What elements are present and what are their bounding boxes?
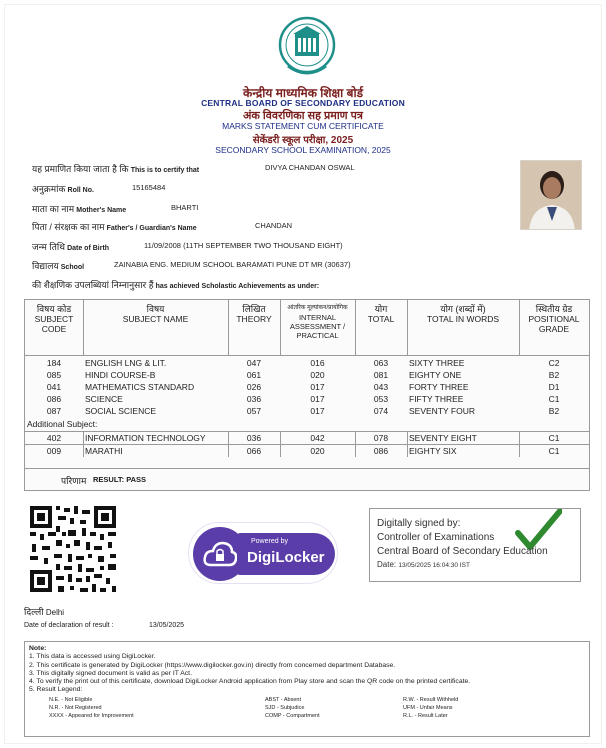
person-photo-icon: [521, 161, 582, 230]
header-practical: आंतरिक मूल्यांकन/प्रायोगिक INTERNAL ASSESSMENT / PRACTICAL: [287, 305, 348, 340]
header-grade: स्थितीय ग्रेड POSITIONAL GRADE: [528, 304, 580, 334]
dob-line: जन्म तिथि Date of Birth 11/09/2008 (11TH SEPTEMBER TWO THOUSAND EIGHT): [32, 241, 343, 252]
result-label-hindi: परिणाम: [61, 476, 87, 486]
place-of-issue: दिल्ली Delhi: [24, 607, 65, 617]
table-row: 087 SOCIAL SCIENCE 057 017 074 SEVENTY FOUR B2: [46, 406, 560, 416]
signer-title: Controller of Examinations: [377, 532, 495, 543]
table-header: [25, 300, 589, 356]
date-of-birth: 11/09/2008 (11TH SEPTEMBER TWO THOUSAND EIGHT): [144, 241, 343, 250]
digilocker-cloud-icon: [203, 539, 237, 569]
candidate-name: DIVYA CHANDAN OSWAL: [265, 163, 355, 172]
additional-subject-label: Additional Subject:: [27, 419, 98, 429]
note-item: 3. This digitally signed document is valid as per IT Act.: [29, 669, 192, 677]
qr-code-icon[interactable]: [28, 504, 118, 594]
powered-by-text: Powered by: [251, 538, 288, 545]
note-item: 2. This certificate is generated by DigiLocker (https://www.digilocker.gov.in) directly from concerned department Database.: [29, 661, 396, 669]
digital-signature-box: [369, 508, 581, 582]
note-item: 5. Result Legend:: [29, 686, 83, 694]
note-item: 1. This data is accessed using DigiLocker.: [29, 653, 156, 661]
cbse-logo-icon: [278, 16, 336, 82]
header-subject-code: विषय कोड SUBJECT CODE: [34, 304, 74, 334]
father-line: पिता / संरक्षक का नाम Father's / Guardian's Name CHANDAN: [32, 221, 293, 232]
result-row: [25, 468, 589, 490]
note-box: Note: 1. This data is accessed using DigiLocker. 2. This certificate is generated by DigiLocker (https://www.digilocker.gov.in) directly from concerned department Database. 3. This digitally signed document is valid as per IT Act. 4. To verify the print out of this certificate, download DigiLocker Android application from Play store and scan the QR code on the printed certificate. 5. Result Legend: N.E. - Not Eligible ABST - Absent R.W. - Result Withheld N.R. - Not Registered SJD - Subjudice UFM - Unfair Means XXXX - Appeared for Improvement COMP - Compartment R.L. - Result Later: [24, 641, 590, 737]
mother-name: BHARTI: [171, 203, 199, 212]
certificate-page: [4, 4, 602, 744]
father-name: CHANDAN: [255, 221, 293, 230]
table-row: 009 MARATHI 066 020 086 EIGHTY SIX C1: [25, 444, 589, 456]
declaration-date-line: Date of declaration of result : 13/05/2025: [24, 622, 185, 629]
table-row: 085 HINDI COURSE-B 061 020 081 EIGHTY ONE B2: [46, 370, 560, 380]
header-subject-name: विषय SUBJECT NAME: [122, 304, 189, 324]
digilocker-badge: [188, 522, 338, 584]
declaration-date: 13/05/2025: [149, 622, 185, 629]
signature-date: Date: 13/05/2025 16:04:30 IST: [377, 560, 470, 569]
achievement-line: की शैक्षणिक उपलब्धियां निम्नानुसार हैं has achieved Scholastic Achievements as under:: [32, 280, 320, 290]
marks-table: [24, 299, 590, 491]
board-name-hindi: केन्द्रीय माध्यमिक शिक्षा बोर्ड: [243, 86, 363, 100]
certify-line: यह प्रमाणित किया जाता है कि This is to certify that DIVYA CHANDAN OSWAL: [32, 163, 355, 174]
header-theory: लिखित THEORY: [236, 304, 272, 324]
candidate-photo: [520, 160, 582, 230]
signer-org: Central Board of Secondary Education: [377, 546, 548, 557]
roll-line: अनुक्रमांक Roll No. 15165484: [32, 183, 166, 194]
exam-name-hindi: सेकेंडरी स्कूल परीक्षा, 2025: [252, 135, 354, 146]
note-item: 4. To verify the print out of this certificate, download DigiLocker Android application from Play store and scan the QR code on the printed certificate.: [29, 678, 471, 686]
result-legend: N.E. - Not Eligible ABST - Absent R.W. - Result Withheld N.R. - Not Registered SJD - Subjudice UFM - Unfair Means XXXX - Appeared for Improvement COMP - Compartment R.L. - Result Later: [49, 696, 459, 719]
marks-statement-title: MARKS STATEMENT CUM CERTIFICATE: [222, 121, 384, 131]
school-line: विद्यालय School ZAINABIA ENG. MEDIUM SCHOOL BARAMATI PUNE DT MR (30637): [32, 260, 351, 271]
table-row: 086 SCIENCE 036 017 053 FIFTY THREE C1: [46, 394, 560, 404]
table-row: 041 MATHEMATICS STANDARD 026 017 043 FORTY THREE D1: [46, 382, 560, 392]
table-row: 184 ENGLISH LNG & LIT. 047 016 063 SIXTY THREE C2: [46, 358, 560, 368]
marks-statement-hindi: अंक विवरणिका सह प्रमाण पत्र: [243, 110, 363, 122]
table-row: 402 INFORMATION TECHNOLOGY 036 042 078 SEVENTY EIGHT C1: [25, 431, 589, 443]
mother-line: माता का नाम Mother's Name BHARTI: [32, 203, 199, 214]
school-name: ZAINABIA ENG. MEDIUM SCHOOL BARAMATI PUNE DT MR (30637): [114, 260, 351, 269]
header-total-words: योग (शब्दों में) TOTAL IN WORDS: [426, 304, 500, 324]
header-total: योग TOTAL: [367, 304, 395, 324]
board-name: CENTRAL BOARD OF SECONDARY EDUCATION: [201, 98, 405, 108]
signed-by-label: Digitally signed by:: [377, 518, 461, 529]
digilocker-brand: DigiLocker: [247, 549, 325, 566]
result-status: RESULT: PASS: [93, 475, 147, 484]
roll-number: 15165484: [132, 183, 166, 192]
exam-name: SECONDARY SCHOOL EXAMINATION, 2025: [215, 145, 391, 155]
